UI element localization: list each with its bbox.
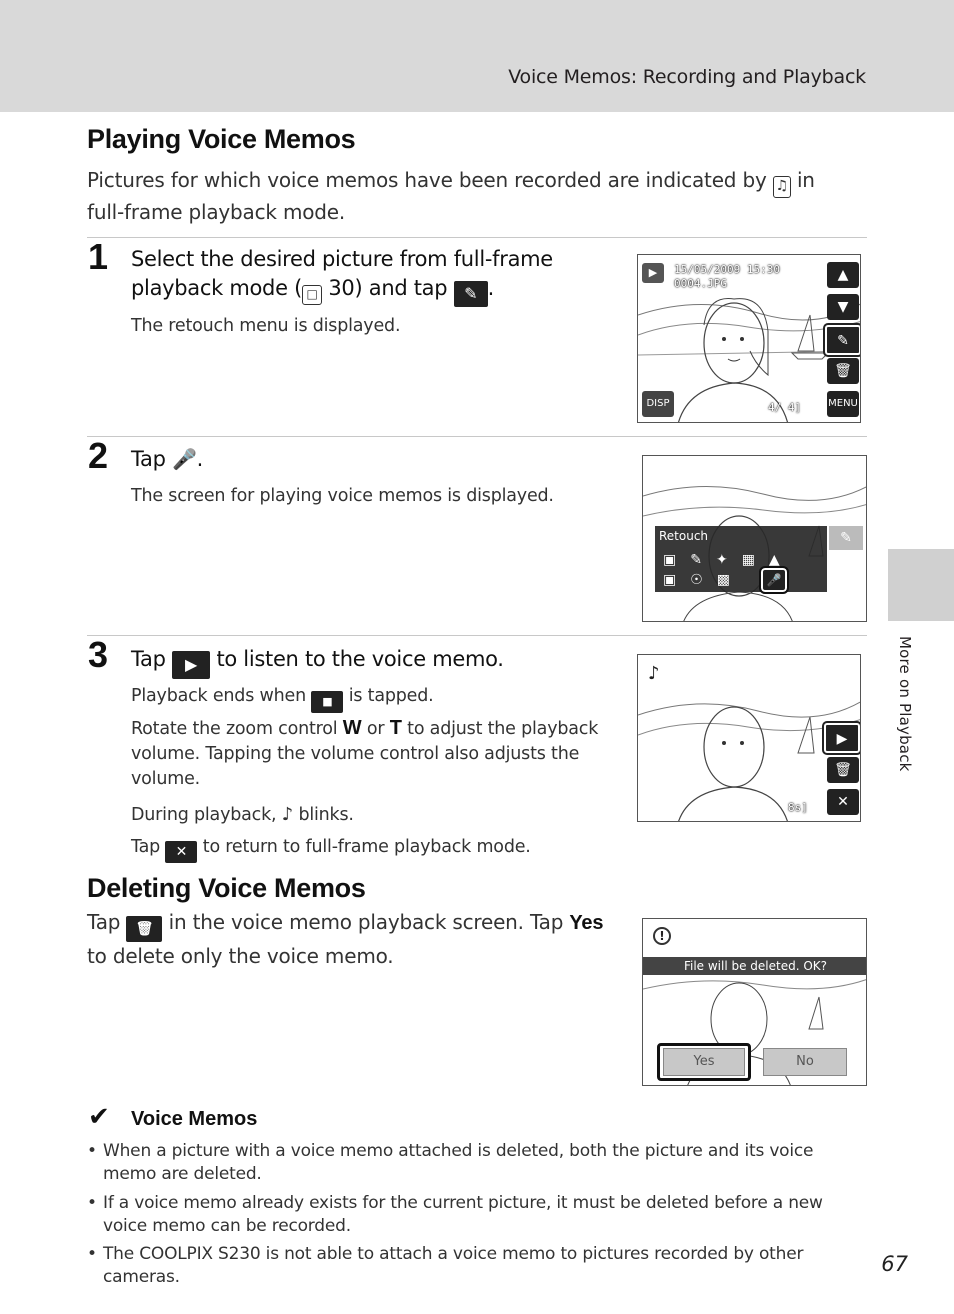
step-3-note-1 — [131, 684, 434, 713]
note-title: Voice Memos — [131, 1108, 258, 1130]
step-3-text-b: to listen to the voice memo. — [216, 647, 504, 671]
header-band — [0, 0, 954, 112]
bullet-text: When a picture with a voice memo attached is deleted, both the picture and its voice memo are deleted. — [103, 1141, 814, 1184]
section-heading-playing: Playing Voice Memos — [87, 124, 356, 154]
delete-button[interactable]: 🗑 — [827, 757, 859, 783]
note-text: During playback, — [131, 805, 277, 825]
music-note-icon: ♪ — [281, 804, 294, 825]
divider — [87, 635, 867, 636]
bullet-text: If a voice memo already exists for the current picture, it must be deleted before a new voice memo can be recorded. — [103, 1193, 823, 1236]
osd-filename: 0004.JPG — [674, 277, 727, 290]
step-1-end: . — [487, 276, 495, 300]
intro-text-2: in full-frame playback mode. — [87, 168, 815, 224]
step-1-text-a: Select the desired picture from full-frame playback mode ( — [131, 247, 553, 300]
step-1-title — [131, 245, 601, 307]
running-header: Voice Memos: Recording and Playback — [508, 66, 866, 88]
camera-screen-playback — [637, 254, 861, 423]
side-tab — [888, 549, 954, 621]
step-3-title — [131, 645, 504, 679]
note-text: to adjust the playback volume. Tapping the volume control also adjusts the volume. — [131, 719, 599, 789]
osd-counter: 8s] — [788, 801, 808, 814]
menu-button[interactable]: MENU — [827, 391, 859, 417]
note-text: blinks. — [298, 805, 354, 825]
note-text: to return to full-frame playback mode. — [202, 837, 531, 857]
deleting-text — [87, 908, 627, 971]
yes-label: Yes — [569, 912, 604, 934]
note-bullet — [87, 1192, 868, 1238]
step-3-note-3 — [131, 802, 354, 828]
retouch-tab-icon[interactable]: ✎ — [829, 526, 863, 550]
step-3-note-2 — [131, 716, 611, 792]
note-text: Rotate the zoom control — [131, 719, 338, 739]
retouch-icons-row-2[interactable]: ▣☉▩ — [663, 572, 745, 588]
step-3-text-a: Tap — [131, 647, 166, 671]
voice-memo-icon: ♫ — [773, 176, 791, 198]
play-icon: ▶ — [172, 651, 210, 679]
intro-text-1: Pictures for which voice memos have been recorded are indicated by — [87, 168, 767, 192]
note-bullet — [87, 1140, 863, 1186]
note-text: is tapped. — [348, 686, 434, 706]
side-tab-label: More on Playback — [896, 636, 914, 772]
check-icon: ✔ — [88, 1102, 110, 1132]
delete-text-c: to delete only the voice memo. — [87, 944, 394, 968]
step-number: 2 — [88, 435, 109, 476]
page-number: 67 — [881, 1252, 908, 1276]
note-text: or — [366, 719, 385, 739]
book-icon: □ — [302, 285, 322, 305]
step-1-text-b: 30) and tap — [328, 276, 448, 300]
play-mode-icon: ▶ — [642, 263, 664, 283]
step-2-note: The screen for playing voice memos is displayed. — [131, 486, 554, 506]
voice-memo-menu-button[interactable]: 🎤 — [761, 568, 787, 592]
step-2-text: Tap — [131, 447, 166, 471]
step-2-end: . — [196, 447, 204, 471]
scroll-up-button[interactable]: ▲ — [827, 262, 859, 288]
zoom-w-label: W — [342, 717, 362, 739]
delete-button[interactable]: 🗑 — [827, 358, 859, 384]
camera-screen-delete-confirm — [642, 918, 867, 1086]
step-number: 3 — [88, 634, 109, 675]
step-3-note-4 — [131, 835, 531, 863]
stop-icon: ■ — [311, 691, 343, 713]
note-text: Playback ends when — [131, 686, 306, 706]
step-number: 1 — [88, 236, 109, 277]
osd-counter: 4/ 4] — [768, 401, 802, 414]
bullet-dot: • — [87, 1193, 97, 1213]
warning-icon: ! — [653, 927, 671, 945]
divider — [87, 436, 867, 437]
step-1-note: The retouch menu is displayed. — [131, 316, 401, 336]
close-icon: ✕ — [165, 841, 197, 863]
no-button[interactable]: No — [763, 1048, 847, 1076]
music-note-icon: ♪ — [648, 663, 660, 684]
confirm-message: File will be deleted. OK? — [643, 957, 867, 975]
retouch-button[interactable]: ✎ — [825, 325, 861, 355]
delete-text-a: Tap — [87, 910, 121, 934]
step-2-title — [131, 445, 203, 474]
osd-date: 15/05/2009 15:30 — [674, 263, 780, 276]
bullet-dot: • — [87, 1141, 97, 1161]
yes-button[interactable]: Yes — [663, 1048, 745, 1076]
play-button[interactable]: ▶ — [824, 723, 860, 753]
camera-screen-retouch-menu — [642, 455, 867, 622]
camera-screen-voice-playback — [637, 654, 861, 822]
zoom-t-label: T — [389, 717, 402, 739]
trash-icon: 🗑 — [126, 916, 162, 942]
retouch-icon: ✎ — [454, 281, 488, 307]
note-text: Tap — [131, 837, 161, 857]
delete-text-b: in the voice memo playback screen. Tap — [168, 910, 564, 934]
disp-button[interactable]: DISP — [642, 391, 674, 417]
retouch-icons-row-1[interactable]: ▣✎✦▦▲ — [663, 552, 794, 568]
bullet-text: The COOLPIX S230 is not able to attach a voice memo to pictures recorded by other cameras. — [103, 1244, 804, 1287]
divider — [87, 237, 867, 238]
section-heading-deleting: Deleting Voice Memos — [87, 873, 366, 903]
section-intro — [87, 166, 857, 227]
note-bullet — [87, 1243, 868, 1289]
bullet-dot: • — [87, 1244, 97, 1264]
microphone-icon: 🎤 — [172, 447, 197, 471]
retouch-menu-title: Retouch — [659, 529, 709, 543]
close-button[interactable]: ✕ — [827, 789, 859, 815]
scroll-down-button[interactable]: ▼ — [827, 294, 859, 320]
